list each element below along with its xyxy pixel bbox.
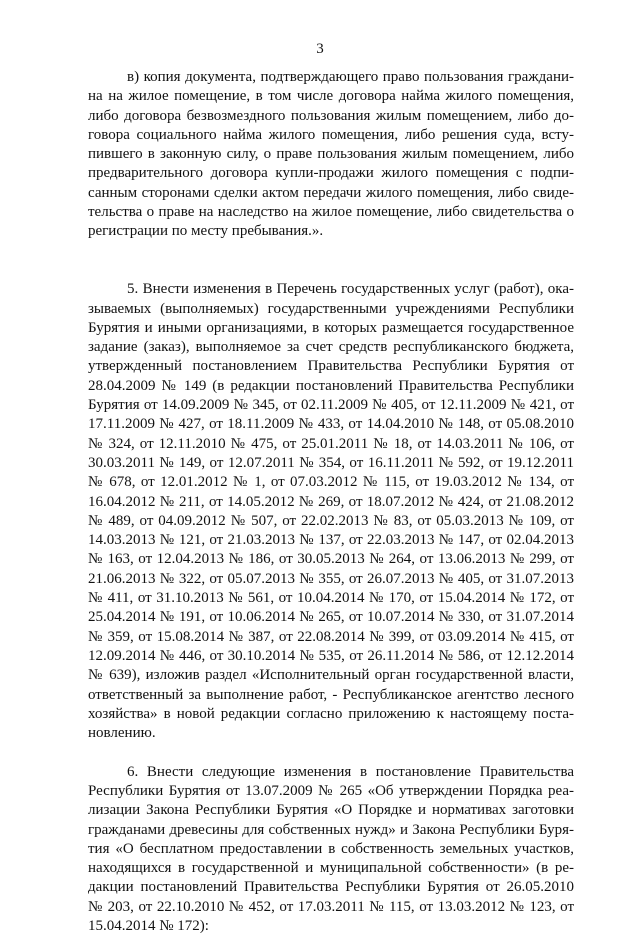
- text-line: ответственный за выполнение работ, - Республиканское агентство лесного: [88, 686, 574, 703]
- text-line: задание (заказ), выполняемое за счет средств республиканского бюджета,: [88, 339, 574, 356]
- text-line: 12.09.2014 № 446, от 30.10.2014 № 535, от 26.11.2014 № 586, от 12.12.2014: [88, 647, 574, 664]
- text-line: дакции постановлений Правительства Республики Бурятия от 26.05.2010: [88, 879, 574, 896]
- text-line: 17.11.2009 № 427, от 18.11.2009 № 433, от 14.04.2010 № 148, от 05.08.2010: [88, 416, 574, 433]
- text-line: Бурятия от 14.09.2009 № 345, от 02.11.2009 № 405, от 12.11.2009 № 421, от: [88, 397, 574, 414]
- text-line: утвержденный постановлением Правительства Республики Бурятия от: [88, 358, 574, 375]
- paragraph-copy-document: [88, 68, 574, 242]
- text-line: 14.03.2013 № 121, от 21.03.2013 № 137, от 22.03.2013 № 147, от 02.04.2013: [88, 532, 574, 549]
- text-line: гражданами древесины для собственных нужд» и Закона Республики Буря-: [88, 821, 574, 838]
- text-line: говора социального найма жилого помещения, либо решения суда, всту-: [88, 126, 574, 143]
- text-line: хозяйства» в новой редакции согласно приложению к настоящему поста-: [88, 705, 574, 722]
- text-line: 21.06.2013 № 322, от 05.07.2013 № 355, от 26.07.2013 № 405, от 31.07.2013: [88, 570, 574, 587]
- text-line: 6. Внести следующие изменения в постановление Правительства: [127, 763, 574, 780]
- paragraph-item-6: [88, 763, 574, 936]
- text-line: № 678, от 12.01.2012 № 1, от 07.03.2012 № 115, от 19.03.2012 № 134, от: [88, 474, 574, 491]
- text-line: № 411, от 31.10.2013 № 561, от 10.04.2014 № 170, от 15.04.2014 № 172, от: [88, 590, 574, 607]
- text-line: № 489, от 04.09.2012 № 507, от 22.02.2013 № 83, от 05.03.2013 № 109, от: [88, 512, 574, 529]
- document-body: [88, 68, 574, 936]
- text-line: 30.03.2011 № 149, от 12.07.2011 № 354, от 16.11.2011 № 592, от 19.12.2011: [88, 454, 574, 471]
- paragraph-spacer: [88, 242, 574, 261]
- text-line: находящихся в государственной и муниципальной собственности» (в ре-: [88, 860, 574, 877]
- text-line: 15.04.2014 № 172):: [88, 918, 209, 935]
- text-line: № 163, от 12.04.2013 № 186, от 30.05.2013 № 264, от 13.06.2013 № 299, от: [88, 551, 574, 568]
- text-line: регистрации по месту пребывания.».: [88, 223, 324, 240]
- text-line: в) копия документа, подтверждающего право пользования граждани-: [127, 69, 574, 85]
- text-line: лизации Закона Республики Бурятия «О Порядке и нормативах заготовки: [88, 802, 574, 819]
- text-line: пившего в законную силу, о праве пользования жилым помещением, либо: [88, 146, 574, 163]
- text-line: либо договора безвозмездного пользования жилым помещением, либо до-: [88, 107, 574, 124]
- paragraph-spacer: [88, 261, 574, 280]
- text-line: 28.04.2009 № 149 (в редакции постановлений Правительства Республики: [88, 377, 574, 394]
- text-line: зываемых (выполняемых) государственными учреждениями Республики: [88, 300, 574, 317]
- paragraph-spacer: [88, 743, 574, 762]
- text-line: санным сторонами сделки актом передачи жилого помещения, либо свиде-: [88, 184, 574, 201]
- text-line: предварительного договора купли-продажи жилого помещения с подпи-: [88, 165, 574, 182]
- text-line: № 639), изложив раздел «Исполнительный орган государственной власти,: [88, 667, 574, 684]
- text-line: Республики Бурятия от 13.07.2009 № 265 «Об утверждении Порядка реа-: [88, 782, 574, 799]
- text-line: на на жилое помещение, в том числе договора найма жилого помещения,: [88, 88, 574, 105]
- text-line: 25.04.2014 № 191, от 10.06.2014 № 265, от 10.07.2014 № 330, от 31.07.2014: [88, 609, 574, 626]
- text-line: № 324, от 12.11.2010 № 475, от 25.01.2011 № 18, от 14.03.2011 № 106, от: [88, 435, 574, 452]
- text-line: № 203, от 22.10.2010 № 452, от 17.03.2011 № 115, от 13.03.2012 № 123, от: [88, 898, 574, 915]
- text-line: тельства о праве на наследство на жилое помещение, либо свидетельства о: [88, 204, 574, 221]
- text-line: Бурятия и иными организациями, в которых размещается государственное: [88, 319, 574, 336]
- page-number: 3: [316, 41, 324, 57]
- text-line: 5. Внести изменения в Перечень государственных услуг (работ), ока-: [127, 281, 574, 298]
- text-line: 16.04.2012 № 211, от 14.05.2012 № 269, от 18.07.2012 № 424, от 21.08.2012: [88, 493, 574, 510]
- text-line: тия «О бесплатном предоставлении в собственность земельных участков,: [88, 840, 574, 857]
- paragraph-item-5: [88, 280, 574, 743]
- text-line: № 359, от 15.08.2014 № 387, от 22.08.2014 № 399, от 03.09.2014 № 415, от: [88, 628, 574, 645]
- text-line: новлению.: [88, 725, 156, 742]
